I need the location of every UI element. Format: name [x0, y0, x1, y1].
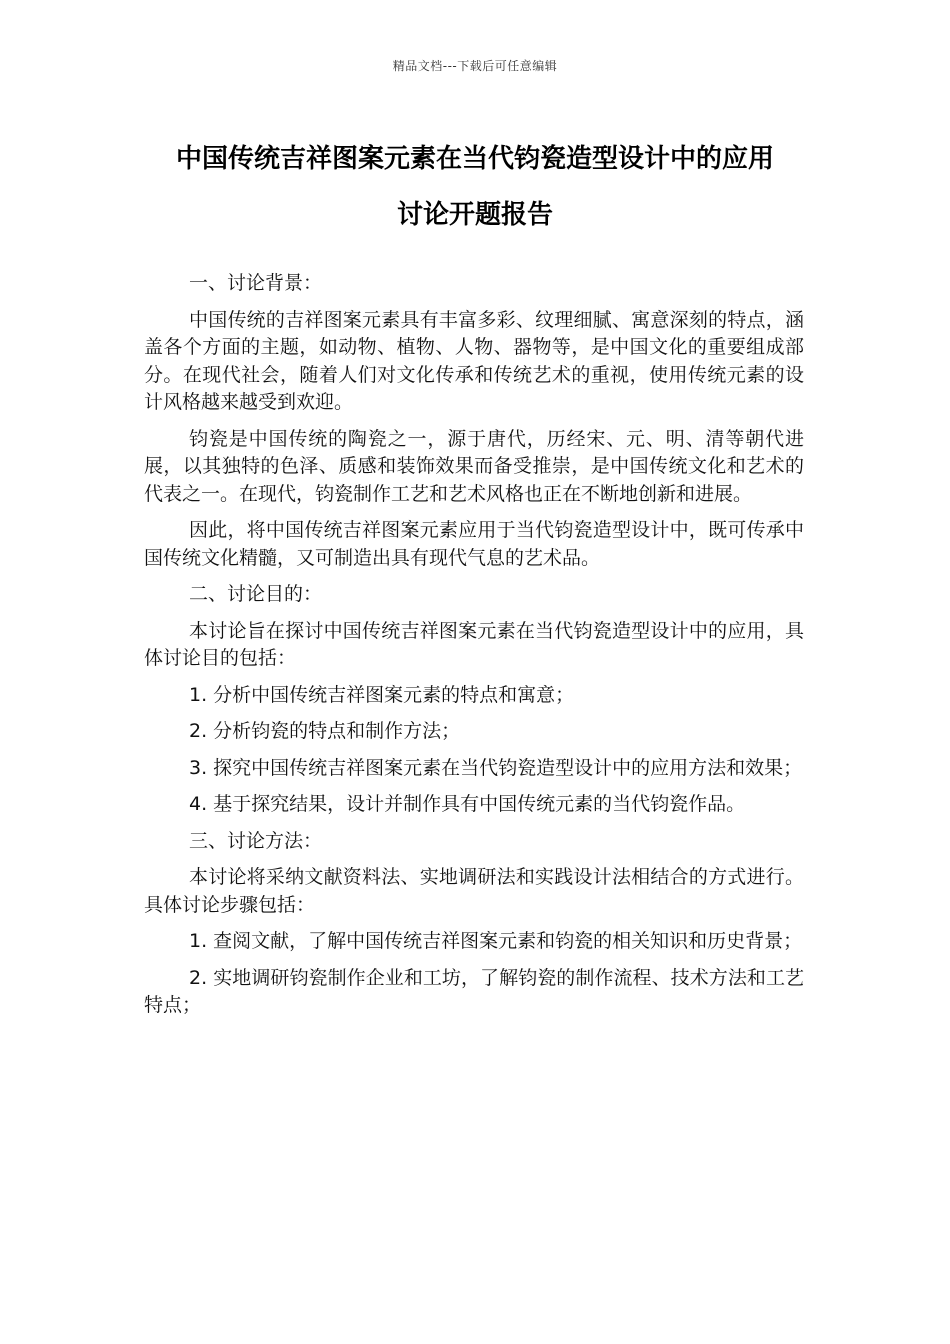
section-heading-background: 一、讨论背景：: [189, 272, 323, 294]
section-heading-method: 三、讨论方法：: [189, 829, 323, 852]
paragraph-purpose-intro: 本讨论旨在探讨中国传统吉祥图案元素在当代钧瓷造型设计中的应用，具体讨论目的包括：: [144, 619, 804, 669]
list-item-purpose-2: 2. 分析钧瓷的特点和制作方法；: [189, 720, 461, 742]
document-title-line-1: 中国传统吉祥图案元素在当代钧瓷造型设计中的应用: [175, 144, 774, 174]
paragraph-background-2: 钧瓷是中国传统的陶瓷之一，源于唐代，历经宋、元、明、清等朝代进展，以其独特的色泽、质感和装饰效果而备受推崇，是中国传统文化和艺术的代表之一。在现代，钧瓷制作工艺和艺术风格也正在不断地创新和进展。: [144, 427, 804, 505]
section-heading-purpose: 二、讨论目的：: [189, 583, 323, 605]
list-item-method-1: 1. 查阅文献，了解中国传统吉祥图案元素和钧瓷的相关知识和历史背景；: [189, 930, 803, 952]
document-title-line-2: 讨论开题报告: [396, 200, 553, 230]
document-body: [144, 270, 804, 1029]
list-item-purpose-4: 4. 基于探究结果，设计并制作具有中国传统元素的当代钧瓷作品。: [189, 793, 746, 815]
paragraph-background-1: 中国传统的吉祥图案元素具有丰富多彩、纹理细腻、寓意深刻的特点，涵盖各个方面的主题，如动物、植物、人物、器物等，是中国文化的重要组成部分。在现代社会，随着人们对文化传承和传统艺术的重视，使用传统元素的设计风格越来越受到欢迎。: [144, 308, 804, 413]
paragraph-method-intro: 本讨论将采纳文献资料法、实地调研法和实践设计法相结合的方式进行。具体讨论步骤包括：: [144, 866, 804, 916]
list-item-method-2: 2. 实地调研钧瓷制作企业和工坊，了解钧瓷的制作流程、技术方法和工艺特点；: [144, 966, 804, 1016]
paragraph-background-3: 因此，将中国传统吉祥图案元素应用于当代钧瓷造型设计中，既可传承中国传统文化精髓，又可制造出具有现代气息的艺术品。: [144, 519, 804, 569]
list-item-purpose-3: 3. 探究中国传统吉祥图案元素在当代钧瓷造型设计中的应用方法和效果；: [189, 756, 803, 779]
list-item-purpose-1: 1. 分析中国传统吉祥图案元素的特点和寓意；: [189, 683, 575, 706]
page-header: 精品文档---下载后可任意编辑: [392, 59, 558, 73]
